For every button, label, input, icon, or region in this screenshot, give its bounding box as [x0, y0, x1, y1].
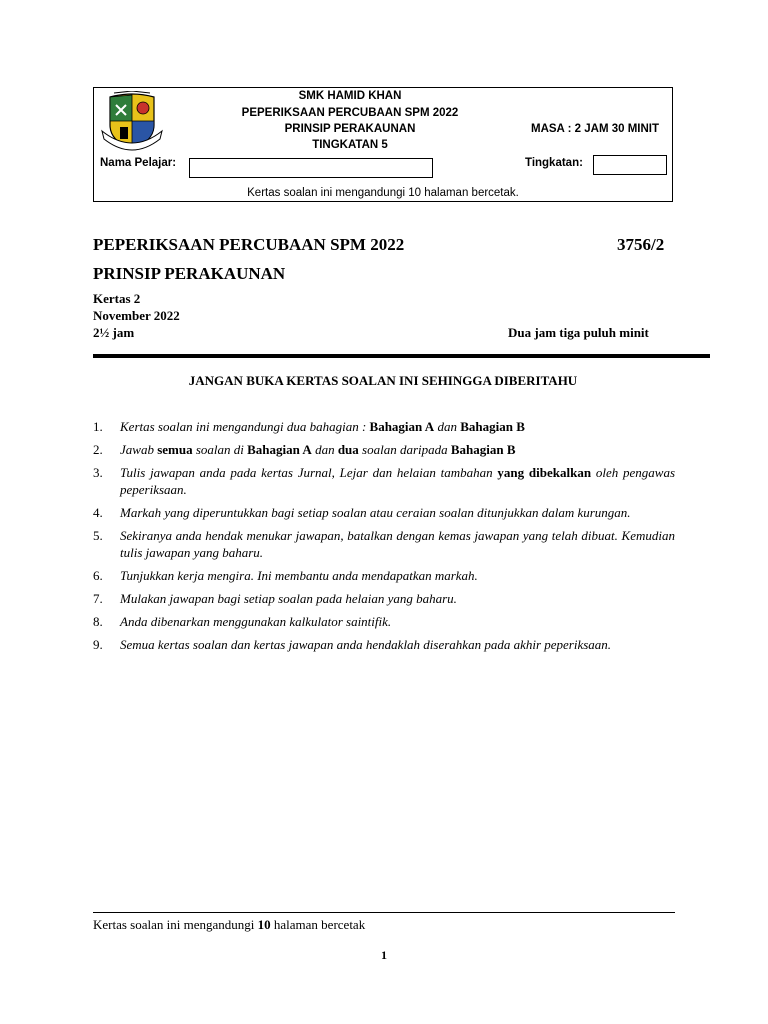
form-class-label: Tingkatan: [525, 157, 583, 169]
instruction-fragment: Kertas soalan ini mengandungi dua bahagian : [120, 419, 370, 434]
instruction-emphasis: yang dibekalkan [497, 465, 592, 480]
paper-number: Kertas 2 [93, 291, 141, 306]
instruction-item [93, 441, 675, 458]
instruction-fragment: soalan di [192, 442, 248, 457]
header-time: MASA : 2 JAM 30 MINIT [531, 123, 660, 135]
do-not-open-notice: JANGAN BUKA KERTAS SOALAN INI SEHINGGA DIBERITAHU [188, 373, 578, 388]
instruction-fragment: soalan daripada [358, 442, 451, 457]
instruction-fragment: oleh pengawas peperiksaan. [120, 465, 676, 497]
instruction-text [120, 504, 675, 521]
instruction-item [93, 464, 675, 498]
instruction-fragment: Mulakan jawapan bagi setiap soalan pada helaian yang baharu. [120, 591, 457, 606]
page-number: 1 [381, 948, 387, 962]
instruction-emphasis: Bahagian B [460, 419, 525, 434]
instruction-item [93, 590, 675, 607]
instruction-item [93, 504, 675, 521]
exam-duration-words: Dua jam tiga puluh minit [508, 325, 649, 340]
instruction-text [120, 527, 675, 561]
footer-pages-note [93, 917, 365, 933]
instruction-number: 8. [93, 614, 103, 629]
header-form: TINGKATAN 5 [312, 139, 388, 151]
header-exam: PEPERIKSAAN PERCUBAAN SPM 2022 [241, 107, 459, 119]
exam-date: November 2022 [93, 308, 180, 323]
instruction-fragment: Tulis jawapan anda pada kertas Jurnal, Lejar dan helaian tambahan [120, 465, 498, 480]
instruction-item [93, 567, 675, 584]
instruction-text [120, 636, 675, 653]
header-subject: PRINSIP PERAKAUNAN [284, 123, 416, 135]
instruction-item [93, 527, 675, 561]
instruction-fragment: Semua kertas soalan dan kertas jawapan anda hendaklah diserahkan pada akhir peperiksaan. [120, 637, 612, 652]
instruction-number: 5. [93, 528, 103, 543]
instruction-fragment: dan [311, 442, 338, 457]
subject-title: PRINSIP PERAKAUNAN [93, 264, 286, 283]
instruction-item [93, 613, 675, 630]
header-school: SMK HAMID KHAN [298, 90, 402, 102]
instructions-list [93, 418, 675, 659]
instruction-emphasis: Bahagian A [247, 442, 312, 457]
footer-note-suffix: halaman bercetak [270, 917, 366, 932]
instruction-fragment: Anda dibenarkan menggunakan kalkulator saintifik. [120, 614, 392, 629]
instruction-emphasis: Bahagian B [450, 442, 516, 457]
instruction-item [93, 636, 675, 653]
instruction-fragment: Jawab [120, 442, 158, 457]
instruction-emphasis: dua [337, 442, 359, 457]
footer-rule [93, 912, 675, 913]
instruction-emphasis: semua [157, 442, 193, 457]
instruction-text [120, 441, 675, 458]
instruction-fragment: dan [434, 419, 461, 434]
instruction-number: 4. [93, 505, 103, 520]
header-box [93, 87, 673, 202]
instruction-emphasis: Bahagian A [369, 419, 435, 434]
footer-note-count: 10 [257, 917, 271, 932]
instruction-fragment: Sekiranya anda hendak menukar jawapan, batalkan dengan kemas jawapan yang telah dibuat. Kemudian tulis jawapan yang baharu. [120, 528, 675, 560]
instruction-text [120, 567, 675, 584]
paper-code: 3756/2 [617, 235, 665, 254]
student-name-field[interactable] [189, 158, 433, 178]
form-class-field[interactable] [593, 155, 667, 175]
exam-title: PEPERIKSAAN PERCUBAAN SPM 2022 [93, 235, 405, 254]
instruction-number: 7. [93, 591, 103, 606]
student-name-label: Nama Pelajar: [100, 157, 177, 169]
header-pages-note: Kertas soalan ini mengandungi 10 halaman bercetak. [247, 187, 519, 199]
exam-duration: 2½ jam [93, 325, 135, 340]
instruction-fragment: Tunjukkan kerja mengira. Ini membantu anda mendapatkan markah. [120, 568, 478, 583]
instruction-item [93, 418, 675, 435]
instruction-number: 2. [93, 442, 103, 457]
instruction-text [120, 613, 675, 630]
instruction-text [120, 464, 675, 498]
instruction-text [120, 418, 675, 435]
instruction-fragment: Markah yang diperuntukkan bagi setiap soalan atau ceraian soalan ditunjukkan dalam kurungan. [120, 505, 631, 520]
divider-rule [93, 354, 710, 358]
instruction-text [120, 590, 675, 607]
instruction-number: 3. [93, 465, 103, 480]
instruction-number: 6. [93, 568, 103, 583]
instruction-number: 1. [93, 419, 103, 434]
instruction-number: 9. [93, 637, 103, 652]
footer-note-prefix: Kertas soalan ini mengandungi [93, 917, 258, 932]
